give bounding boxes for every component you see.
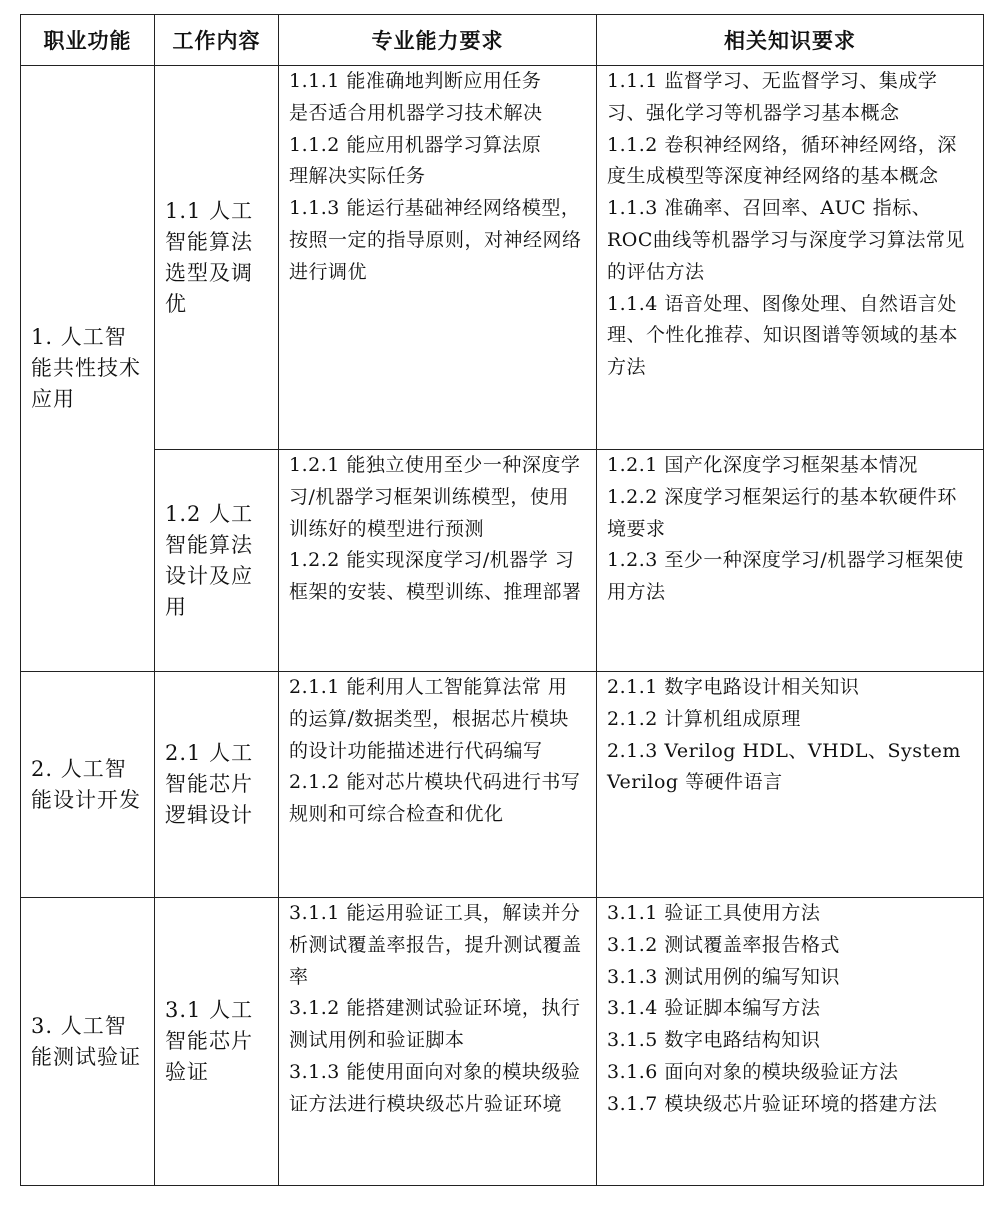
knowledge-cell <box>597 66 984 450</box>
function-cell: 3. 人工智能测试验证 <box>21 898 155 1186</box>
knowledge-item: 1.2.1 国产化深度学习框架基本情况 <box>607 454 918 476</box>
table-row <box>21 672 984 898</box>
ability-item: 3.1.1 能运用验证工具，解读并分析测试覆盖率报告，提升测试覆盖率 <box>289 902 582 988</box>
knowledge-item: 1.1.2 卷积神经网络，循环神经网络，深度生成模型等深度神经网络的基本概念 <box>607 133 957 188</box>
table-row <box>21 66 984 450</box>
knowledge-cell <box>597 898 984 1186</box>
table-header-row <box>21 15 984 66</box>
ability-item: 2.1.1 能利用人工智能算法常 用的运算/数据类型，根据芯片模块的设计功能描述进行代码编写 <box>289 676 569 762</box>
ability-item: 1.1.1 能准确地判断应用任务 <box>289 70 542 92</box>
ability-item: 1.2.2 能实现深度学习/机器学 习框架的安装、模型训练、推理部署 <box>289 549 582 604</box>
knowledge-item: 1.1.1 监督学习、无监督学习、集成学习、强化学习等机器学习基本概念 <box>607 70 938 124</box>
knowledge-item: 3.1.1 验证工具使用方法 <box>607 902 821 924</box>
knowledge-item: 2.1.3 Verilog HDL、VHDL、System Verilog 等硬件语言 <box>607 739 968 794</box>
table-row <box>21 898 984 1186</box>
knowledge-item: 3.1.5 数字电路结构知识 <box>607 1029 821 1052</box>
knowledge-cell <box>597 672 984 898</box>
knowledge-item: 3.1.3 测试用例的编写知识 <box>607 965 840 988</box>
task-cell: 2.1 人工智能芯片逻辑设计 <box>155 672 279 898</box>
knowledge-item: 1.1.3 准确率、召回率、AUC 指标、ROC曲线等机器学习与深度学习算法常见的评估方法 <box>607 197 965 283</box>
header-function: 职业功能 <box>21 15 155 66</box>
ability-cell <box>279 66 597 450</box>
header-task: 工作内容 <box>155 15 279 66</box>
ability-item: 2.1.2 能对芯片模块代码进行书写规则和可综合检查和优化 <box>289 771 581 826</box>
task-cell: 3.1 人工智能芯片验证 <box>155 898 279 1186</box>
ability-cell <box>279 898 597 1186</box>
knowledge-item: 3.1.2 测试覆盖率报告格式 <box>607 933 840 956</box>
knowledge-item: 1.2.3 至少一种深度学习/机器学习框架使用方法 <box>607 549 964 604</box>
occupation-skill-table <box>20 14 984 1186</box>
knowledge-item: 1.1.4 语音处理、图像处理、自然语言处理、个性化推荐、知识图谱等领域的基本方法 <box>607 292 959 379</box>
ability-item: 1.1.2 能应用机器学习算法原 <box>289 133 542 156</box>
function-cell: 2. 人工智能设计开发 <box>21 672 155 898</box>
ability-item: 是否适合用机器学习技术解决 <box>289 101 543 124</box>
ability-item: 理解决实际任务 <box>289 165 426 188</box>
ability-item: 1.2.1 能独立使用至少一种深度学习/机器学习框架训练模型，使用训练好的模型进行预测 <box>289 454 581 540</box>
knowledge-item: 2.1.1 数字电路设计相关知识 <box>607 676 860 698</box>
knowledge-item: 3.1.7 模块级芯片验证环境的搭建方法 <box>607 1092 938 1115</box>
header-ability: 专业能力要求 <box>279 15 597 66</box>
knowledge-item: 3.1.4 验证脚本编写方法 <box>607 997 821 1020</box>
ability-item: 3.1.2 能搭建测试验证环境，执行测试用例和验证脚本 <box>289 997 581 1052</box>
task-cell: 1.2 人工智能算法设计及应用 <box>155 450 279 672</box>
knowledge-cell <box>597 450 984 672</box>
knowledge-item: 3.1.6 面向对象的模块级验证方法 <box>607 1060 899 1083</box>
task-cell: 1.1 人工智能算法选型及调优 <box>155 66 279 450</box>
function-cell: 1. 人工智能共性技术应用 <box>21 66 155 672</box>
knowledge-item: 1.2.2 深度学习框架运行的基本软硬件环境要求 <box>607 485 957 540</box>
header-knowledge: 相关知识要求 <box>597 15 984 66</box>
knowledge-item: 2.1.2 计算机组成原理 <box>607 707 801 730</box>
ability-item: 3.1.3 能使用面向对象的模块级验证方法进行模块级芯片验证环境 <box>289 1060 581 1115</box>
ability-cell <box>279 672 597 898</box>
ability-item: 1.1.3 能运行基础神经网络模型，按照一定的指导原则，对神经网络进行调优 <box>289 197 582 283</box>
ability-cell <box>279 450 597 672</box>
table-row <box>21 450 984 672</box>
